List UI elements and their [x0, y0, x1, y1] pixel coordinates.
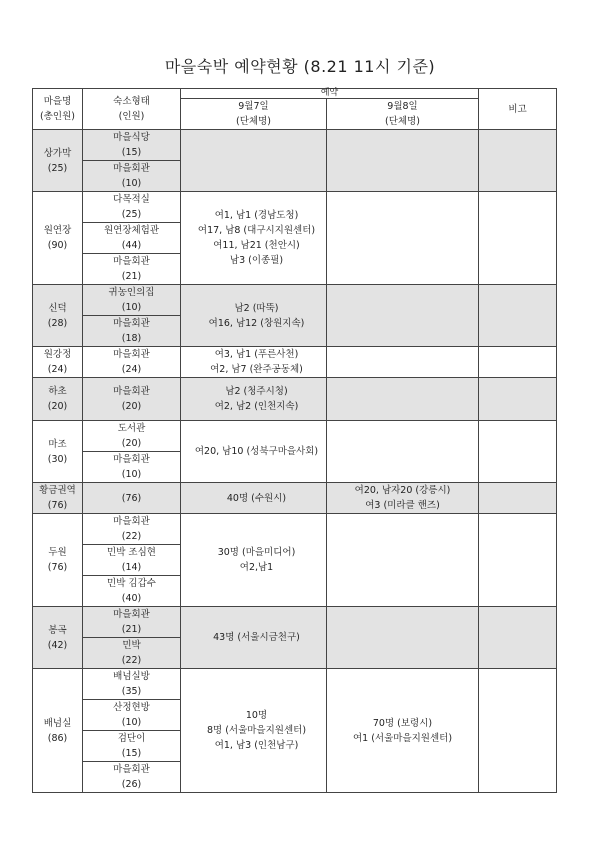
lodging-capacity: (15): [121, 748, 142, 759]
booking-entry: 여3, 남1 (푸른사천): [214, 349, 299, 360]
lodging-capacity: (21): [121, 271, 142, 282]
booking-entry: 43명 (서울시금천구): [213, 632, 300, 643]
lodging-capacity: (40): [121, 593, 142, 604]
lodging-cell: [83, 638, 181, 669]
table-row: [33, 285, 557, 316]
lodging-cell: [83, 483, 181, 514]
booking-entry: 여2,남1: [239, 562, 274, 573]
village-cell: [33, 285, 83, 347]
lodging-name: 산정현방: [113, 702, 150, 713]
lodging-cell: [83, 545, 181, 576]
header-reservation: 예약: [181, 89, 479, 99]
day2-bookings: [327, 421, 479, 483]
booking-entry: 8명 (서울마을지원센터): [206, 725, 307, 736]
lodging-name: 민박 김갑수: [107, 578, 156, 589]
lodging-cell: [83, 130, 181, 161]
day1-bookings: [181, 285, 327, 347]
booking-entry: 10명: [245, 710, 268, 721]
lodging-cell: [83, 669, 181, 700]
table-row: [33, 421, 557, 452]
lodging-capacity: (44): [121, 240, 142, 251]
table-row: [33, 378, 557, 421]
lodging-capacity: (18): [121, 333, 142, 344]
village-cell: [33, 607, 83, 669]
lodging-name: 배넘실방: [113, 671, 150, 682]
lodging-name: 민박 조심현: [107, 547, 156, 558]
village-name: 신덕: [48, 302, 67, 314]
header-note: 비고: [479, 89, 557, 130]
table-row: [33, 130, 557, 161]
lodging-cell: [83, 700, 181, 731]
village-name: 상가막: [43, 147, 72, 159]
booking-entry: 남2 (청주시청): [225, 386, 288, 397]
booking-entry: 여1 (서울마을지원센터): [352, 732, 453, 744]
village-cell: [33, 669, 83, 793]
village-total: (24): [47, 364, 68, 375]
day2-bookings: [327, 130, 479, 192]
village-cell: [33, 378, 83, 421]
lodging-name: 민박: [122, 640, 141, 651]
lodging-cell: [83, 378, 181, 421]
lodging-name: 마을회관: [113, 163, 150, 174]
day1-bookings: [181, 378, 327, 421]
header-day1: 9월7일 (단체명): [181, 99, 327, 130]
table-row: [33, 347, 557, 378]
lodging-name: 마을회관: [113, 349, 150, 360]
village-total: (30): [47, 453, 68, 465]
booking-entry: 여2, 남7 (완주공동체): [210, 364, 303, 375]
table-row: [33, 607, 557, 638]
lodging-cell: [83, 762, 181, 793]
booking-entry: 40명 (수원시): [226, 492, 287, 504]
note-cell: [479, 514, 557, 607]
lodging-name: 마을회관: [113, 609, 150, 620]
lodging-cell: [83, 192, 181, 223]
booking-entry: 여20, 남10 (성북구마을사회): [194, 446, 319, 457]
header-lodging: 숙소형태 (인원): [83, 89, 181, 130]
village-total: (76): [47, 500, 68, 511]
booking-entry: 여20, 남자20 (강릉시): [354, 485, 451, 496]
lodging-name: 마을회관: [113, 256, 150, 267]
village-total: (42): [47, 639, 68, 651]
day1-bookings: [181, 669, 327, 793]
lodging-capacity: (24): [121, 364, 142, 375]
lodging-name: 마을식당: [113, 132, 150, 143]
lodging-name: 마을회관: [113, 516, 150, 527]
day1-bookings: [181, 421, 327, 483]
booking-entry: 여11, 남21 (천안시): [213, 240, 300, 251]
note-cell: [479, 378, 557, 421]
lodging-capacity: (15): [121, 147, 142, 158]
header-village: 마을명 (총인원): [33, 89, 83, 130]
day2-bookings: [327, 669, 479, 793]
table-row: [33, 514, 557, 545]
booking-entry: 여1, 남1 (경남도청): [214, 210, 299, 221]
lodging-cell: [83, 421, 181, 452]
lodging-name: 귀농인의집: [108, 287, 155, 298]
reservation-table: [32, 88, 557, 793]
lodging-capacity: (20): [121, 438, 142, 449]
day2-bookings: [327, 607, 479, 669]
village-total: (20): [47, 401, 68, 412]
village-cell: [33, 514, 83, 607]
village-cell: [33, 347, 83, 378]
day1-bookings: [181, 607, 327, 669]
day1-bookings: [181, 347, 327, 378]
day2-bookings: [327, 192, 479, 285]
village-name: 원연장: [43, 225, 72, 236]
day1-bookings: [181, 483, 327, 514]
lodging-capacity: (35): [121, 686, 142, 697]
lodging-name: 다목적실: [113, 194, 150, 205]
lodging-cell: [83, 316, 181, 347]
village-name: 황금권역: [39, 485, 76, 496]
table-body: [33, 130, 557, 793]
note-cell: [479, 192, 557, 285]
day2-bookings: [327, 483, 479, 514]
booking-entry: 여3 (미라클 핸즈): [365, 500, 440, 511]
booking-entry: 30명 (마을미디어): [217, 547, 296, 558]
lodging-name: 마을회관: [113, 386, 150, 397]
booking-entry: 70명 (보령시): [372, 717, 433, 729]
day2-bookings: [327, 514, 479, 607]
note-cell: [479, 285, 557, 347]
note-cell: [479, 607, 557, 669]
lodging-cell: [83, 607, 181, 638]
day1-bookings: [181, 192, 327, 285]
lodging-cell: [83, 452, 181, 483]
lodging-capacity: (10): [121, 302, 142, 313]
lodging-capacity: (14): [121, 562, 142, 573]
booking-entry: 여17, 남8 (대구시지원센터): [197, 225, 316, 236]
village-name: 마조: [48, 438, 67, 450]
note-cell: [479, 669, 557, 793]
lodging-cell: [83, 161, 181, 192]
lodging-capacity: (25): [121, 209, 142, 220]
booking-entry: 여2, 남2 (인천지속): [214, 401, 299, 412]
table-row: [33, 669, 557, 700]
day2-bookings: [327, 347, 479, 378]
lodging-cell: [83, 285, 181, 316]
lodging-capacity: (22): [121, 655, 142, 666]
lodging-cell: [83, 576, 181, 607]
lodging-capacity: (10): [121, 178, 142, 189]
booking-entry: 남3 (이종필): [229, 255, 284, 266]
village-cell: [33, 130, 83, 192]
village-total: (28): [47, 317, 68, 329]
village-name: 두원: [48, 547, 67, 558]
village-name: 하초: [48, 386, 67, 397]
lodging-cell: [83, 514, 181, 545]
lodging-capacity: (21): [121, 624, 142, 635]
village-total: (90): [47, 240, 68, 251]
village-cell: [33, 192, 83, 285]
day1-bookings: [181, 514, 327, 607]
village-cell: [33, 483, 83, 514]
lodging-capacity: (22): [121, 531, 142, 542]
lodging-name: 마을회관: [113, 764, 150, 775]
booking-entry: 여16, 남12 (창원지속): [208, 317, 305, 329]
day1-bookings: [181, 130, 327, 192]
header-day2: 9월8일 (단체명): [327, 99, 479, 130]
day2-bookings: [327, 378, 479, 421]
village-name: 배넘실: [43, 717, 72, 729]
village-total: (25): [47, 162, 68, 174]
village-cell: [33, 421, 83, 483]
table-row: [33, 192, 557, 223]
booking-entry: 남2 (따뚝): [234, 302, 279, 314]
village-name: 봉곡: [48, 624, 67, 636]
lodging-name: 마을회관: [113, 454, 150, 465]
lodging-capacity: (76): [121, 492, 142, 504]
page-title: 마을숙박 예약현황 (8.21 11시 기준): [164, 57, 436, 76]
note-cell: [479, 130, 557, 192]
booking-entry: 여1, 남3 (인천남구): [214, 740, 299, 751]
lodging-name: 도서관: [117, 423, 146, 434]
note-cell: [479, 483, 557, 514]
village-name: 원강정: [43, 349, 72, 360]
lodging-capacity: (20): [121, 401, 142, 412]
village-total: (86): [47, 732, 68, 744]
note-cell: [479, 347, 557, 378]
lodging-cell: [83, 347, 181, 378]
day2-bookings: [327, 285, 479, 347]
note-cell: [479, 421, 557, 483]
lodging-name: 검단이: [117, 733, 146, 744]
lodging-name: 원연장체험관: [103, 225, 160, 236]
village-total: (76): [47, 562, 68, 573]
lodging-cell: [83, 254, 181, 285]
lodging-cell: [83, 223, 181, 254]
lodging-name: 마을회관: [113, 318, 150, 329]
lodging-capacity: (10): [121, 717, 142, 728]
lodging-cell: [83, 731, 181, 762]
table-row: [33, 483, 557, 514]
lodging-capacity: (26): [121, 779, 142, 790]
lodging-capacity: (10): [121, 469, 142, 480]
